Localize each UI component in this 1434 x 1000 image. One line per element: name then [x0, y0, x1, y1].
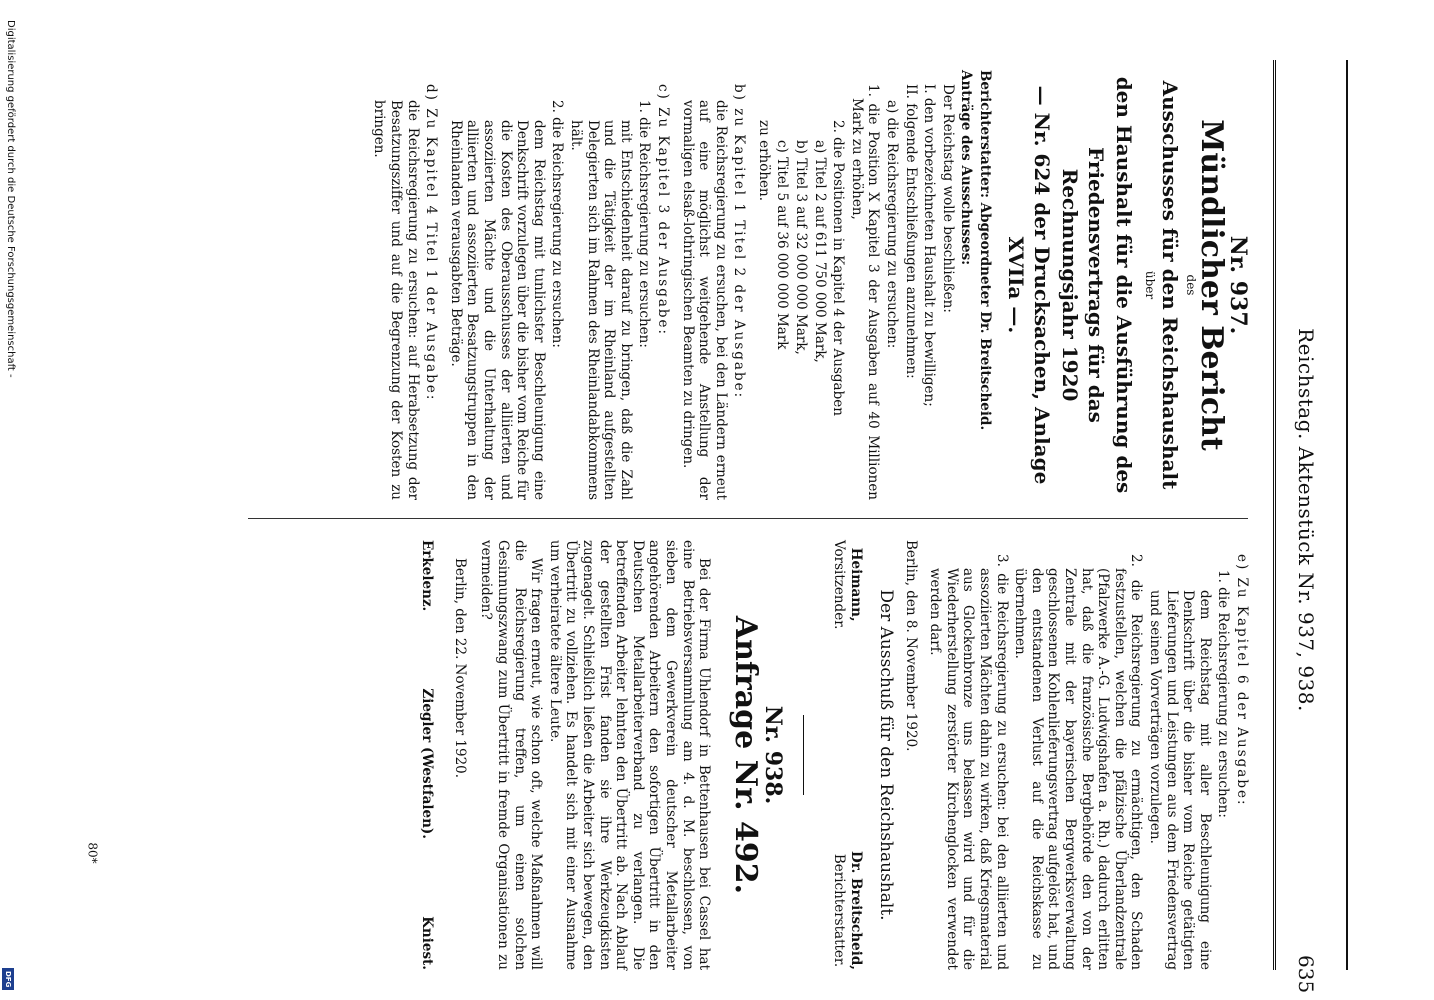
date-committee: Berlin, den 8. November 1920.	[902, 540, 919, 752]
report-title: Mündlicher Bericht	[1194, 119, 1230, 451]
item-d-heading: d) Zu Kapitel 4 Titel 1 der Ausgabe:	[423, 84, 440, 402]
header-rule	[1346, 60, 1348, 970]
signer-2: Ziegler (Westfalen).	[419, 688, 436, 840]
antraege-heading: Anträge des Ausschusses:	[958, 70, 975, 266]
item-c-1-text: mit Entschiedenheit darauf zu bringen, daß die Zahl und die Tätigkeit der im Rheinland aufgestellten Delegierten sich im Rahmen des Rheinlandabkommens hält.	[567, 120, 634, 500]
dfg-logo: DFG	[2, 968, 14, 990]
digitization-credit: Digitalisierung gefördert durch die Deutsche Forschungsgemeinschaft -	[5, 20, 16, 378]
item-b-heading: b) zu Kapitel 1 Titel 2 der Ausgabe:	[731, 84, 748, 400]
chair-role: Vorsitzender.	[830, 540, 847, 630]
page-number: 635	[1294, 955, 1318, 994]
rotated-document-page	[220, 40, 1360, 1000]
anfrage-title: Anfrage Nr. 492.	[727, 615, 763, 895]
right-column	[419, 540, 1252, 970]
committee-name: Ausschusses für den Reichshaushalt	[1158, 80, 1183, 490]
signature-row	[830, 540, 863, 970]
item-a-1: 1. die Position X Kapitel 3 der Ausgaben auf 40 Millionen Mark zu erhöhen,	[848, 84, 882, 500]
anfrage-paragraph-1: Bei der Firma Uhlendorf in Bettenhausen bei Cassel hat eine Betriebsversammlung am 4. d. M. beschlossen, von sieben dem Gewerkverein deutscher Metallarbeiter angehörenden Arbeitern den sofortigen Übertritt in den Deutschen Metallarbeiterverband zu verlangen. Die betreffenden Arbeiter lehnten den Übertritt ab. Nach Ablauf der gestellten Frist fanden sie ihre Werkzeugkisten zugenagelt. Schließlich ließen die Arbeiter sich bewegen, den Übertritt zu vollziehen. Es handelt sich mit einer Ausnahme um verheiratete ältere Leute.	[546, 540, 713, 970]
left-column	[369, 70, 1252, 500]
document-number: Nr. 937.	[1225, 235, 1251, 335]
signer-3: Kniest.	[419, 916, 436, 970]
item-a-intro: a) die Reichsregierung zu ersuchen:	[884, 100, 901, 349]
section-separator	[803, 715, 804, 795]
item-e-1-text: dem Reichstag mit aller Beschleunigung eine Denkschrift über die bisher vom Reiche getätigten Lieferungen und Leistungen aus dem Friedensvertrag und seinen Vorverträgen vorzulegen.	[1147, 590, 1213, 970]
subject-line-2: Friedensvertrags für das Rechnungsjahr 1920	[1058, 147, 1109, 423]
item-e-2: 2. die Reichsregierung zu ermächtigen, den Schaden festzustellen, welchen die pfälzische Überlandzentrale (Pfalzwerke A.-G. Ludwigshafen a. Rh.) dadurch erlitten hat, daß die französische Bergbehörde den von der Zentrale mit der bayerischen Bergwerksverwaltung geschlossenen Kohlenlieferungsvertrag aufgelöst hat, und den entstandenen Verlust auf die Reichskasse zu übernehmen.	[1012, 554, 1145, 970]
item-a-2c: c) Titel 5 auf 36 000 000 Mark	[774, 140, 791, 350]
date-anfrage: Berlin, den 22. November 1920.	[451, 558, 468, 779]
item-d-text: die Reichsregierung zu ersuchen: auf Herabsetzung der Besatzungsziffer und auf die Begrenzung der Kosten zu bringen.	[371, 100, 421, 500]
anfrage-paragraph-2: Wir fragen erneut, wie schon oft, welche Maßnahmen will die Reichsregierung treffen, um einen solchen Gesinnungszwang zum Übertritt in fremde Organisationen zu vermeiden?	[478, 540, 545, 970]
committee-signature-line: Der Ausschuß für den Reichshaushalt.	[876, 589, 897, 921]
header-double-rule	[1273, 60, 1276, 970]
item-a-2-end: zu erhöhen.	[755, 120, 772, 202]
item-ii: II. folgende Entschließungen anzunehmen:	[902, 84, 919, 379]
ueber-word: über	[1142, 270, 1157, 300]
signature-rapporteur	[830, 851, 863, 970]
signer-1: Erkelenz.	[419, 540, 436, 612]
rapporteur-role: Berichterstatter.	[830, 853, 847, 968]
item-b-text: die Reichsregierung zu ersuchen, bei den Ländern erneut auf eine möglichst weitgehende Anstellung der vormaligen elsaß-lothringischen Beamten zu dringen.	[679, 100, 729, 500]
subject-line-1: den Haushalt für die Ausführung des	[1112, 76, 1137, 494]
antraege-intro: Der Reichstag wolle beschließen:	[939, 84, 956, 313]
signature-chair	[830, 540, 863, 629]
anfrage-signers	[419, 540, 436, 970]
item-i: I. den vorbezeichneten Haushalt zu bewilligen;	[921, 84, 938, 407]
chair-name: Heimann,	[847, 547, 864, 622]
item-e-3: 3. die Reichsregierung zu ersuchen: bei den alliierten und assoziierten Mächten dahin zu wirken, daß Kriegsmaterial aus Glockenbronze uns belassen wird und für die Wiederherstellung zerstörter Kirchenglocken verwendet werden darf.	[927, 554, 1010, 970]
subject-line-3: — Nr. 624 der Drucksachen, Anlage XVIIa —.	[1004, 85, 1055, 485]
item-c-1-intro: 1. die Reichsregierung zu ersuchen:	[636, 100, 653, 348]
item-c-2-intro: 2. die Reichsregierung zu ersuchen:	[549, 100, 566, 348]
item-a-2b: b) Titel 3 auf 32 000 000 Mark,	[793, 140, 810, 355]
berichterstatter-line: Berichterstatter: Abgeordneter Dr. Breitscheid.	[977, 70, 994, 431]
item-a-2: 2. die Positionen in Kapitel 4 der Ausgaben	[830, 120, 847, 416]
des-word: des	[1183, 274, 1198, 296]
column-divider	[248, 518, 1248, 519]
item-e-heading: e) Zu Kapitel 6 der Ausgabe:	[1234, 554, 1250, 807]
item-a-2a: a) Titel 2 auf 611 750 000 Mark,	[811, 140, 828, 363]
item-c-2-text: dem Reichstag mit tunlichster Beschleunigung eine Denkschrift vorzulegen über die bisher vom Reiche für die Kosten des Oberausschusses der alliierten und assoziierten Mächte und die Unterhaltung der alliierten und assoziierten Besatzungstruppen in den Rheinlanden verausgabten Beträge.	[447, 120, 547, 500]
rapporteur-name: Dr. Breitscheid,	[847, 851, 864, 970]
document-number-938: Nr. 938.	[760, 705, 787, 805]
item-c-heading: c) Zu Kapitel 3 der Ausgabe:	[654, 84, 671, 337]
running-header-title: Reichstag. Aktenstück Nr. 937, 938.	[1294, 328, 1318, 712]
folio-number: 80*	[85, 842, 100, 864]
item-e-1-intro: 1. die Reichsregierung zu ersuchen:	[1215, 570, 1232, 818]
